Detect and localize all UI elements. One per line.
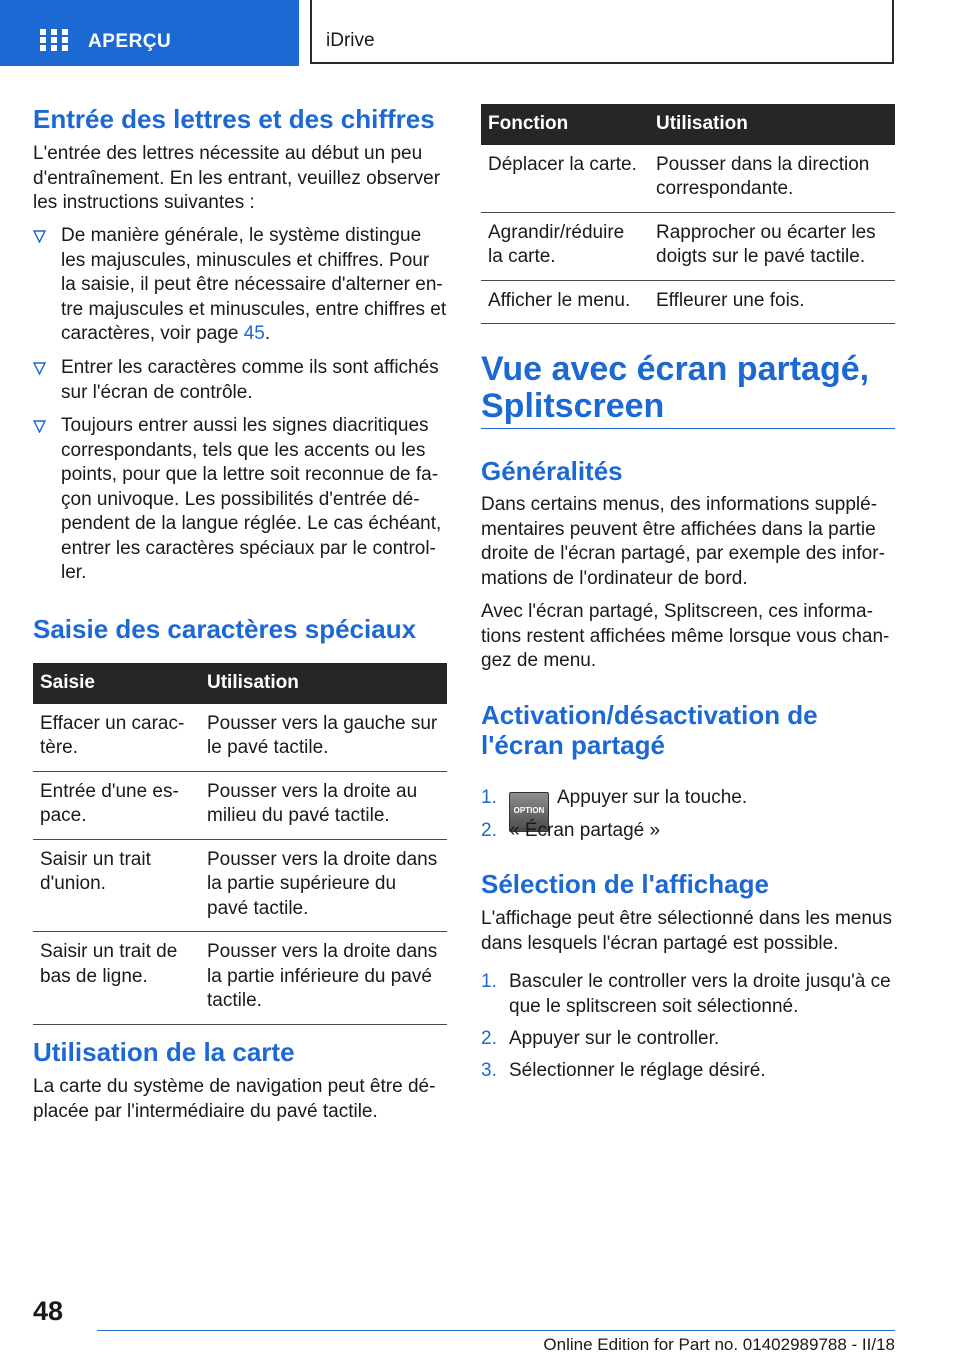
paragraph-general-2: Avec l'écran partagé, Splitscreen, ces informa-tions restent affichées même lorsque vous chan-gez de menu. [481,601,890,671]
table-header: Fonction [481,104,649,145]
bullet-text: Toujours entrer aussi les signes diacritiques correspondants, tels que les accents ou les points, pour que la lettre soit reconnue de fa-çon univoque. Les possibilités d'entrée dé-pendent de la langue réglée. Le cas échéant, entrer les caractères spéciaux par le control-ler. [61,415,442,583]
heading-letters-digits: Entrée des lettres et des chiffres [33,104,435,134]
table-row [481,145,895,213]
footer-divider [97,1330,895,1331]
heading-activation: Activation/désactivation de l'écran partagé [481,700,818,760]
triangle-bullet-icon [33,230,46,243]
step-text: Basculer le controller vers la droite jusqu'à ce que le splitscreen soit sélectionné. [509,971,891,1017]
heading-splitscreen: Vue avec écran partagé, Splitscreen [481,350,870,425]
page-link[interactable]: 45 [243,323,265,344]
heading-selection: Sélection de l'affichage [481,869,769,899]
table-cell: Entrée d'une es-pace. [33,771,200,839]
map-functions-table [481,104,895,324]
table-cell: Pousser vers la gauche sur le pavé tactile. [200,704,447,772]
heading-special-chars: Saisie des caractères spéciaux [33,614,417,644]
page-number: 48 [33,1296,64,1326]
overview-tab[interactable] [0,0,299,66]
step-text: Appuyer sur le controller. [509,1028,720,1049]
edition-note: Online Edition for Part no. 01402989788 - II/18 [543,1335,895,1354]
table-cell: Effleurer une fois. [649,280,895,324]
heading-underline [481,428,895,429]
heading-map-usage: Utilisation de la carte [33,1037,295,1067]
triangle-bullet-icon [33,362,46,375]
table-cell: Rapprocher ou écarter les doigts sur le pavé tactile. [649,212,895,280]
section-header [310,0,894,64]
paragraph-selection: L'affichage peut être sélectionné dans les menus dans lesquels l'écran partagé est possible. [481,908,892,954]
bullet-text-end: . [264,323,271,344]
step-number: 3. [481,1060,497,1081]
table-header: Utilisation [649,104,895,145]
overview-tab-label: APERÇU [88,31,172,52]
table-row [33,839,447,932]
step-number: 2. [481,1028,497,1049]
table-cell: Pousser dans la direction correspondante. [649,145,895,213]
step-text: Sélectionner le réglage désiré. [509,1060,766,1081]
table-cell: Pousser vers la droite au milieu du pavé tactile. [200,771,447,839]
table-header: Utilisation [200,663,447,704]
table-cell: Saisir un trait de bas de ligne. [33,932,200,1025]
table-header: Saisie [33,663,200,704]
table-cell: Saisir un trait d'union. [33,839,200,932]
step-number: 1. [481,971,497,992]
section-title: iDrive [326,30,375,51]
table-row [33,771,447,839]
table-cell: Pousser vers la droite dans la partie inférieure du pavé tactile. [200,932,447,1025]
step-number: 1. [481,787,497,808]
step-text: Appuyer sur la touche. [557,787,748,808]
grid-menu-icon [40,29,68,51]
bullet-text: Entrer les caractères comme ils sont affichés sur l'écran de contrôle. [61,357,439,403]
step-number: 2. [481,820,497,841]
paragraph-letters-intro: L'entrée des lettres nécessite au début un peu d'entraînement. En les entrant, veuillez observer les instructions suivantes : [33,143,441,213]
table-row [33,704,447,772]
special-chars-table [33,663,447,1025]
paragraph-general-1: Dans certains menus, des informations supplé-mentaires peuvent être affichées dans la partie droite de l'écran partagé, par exemple des infor-mations de l'ordinateur de bord. [481,494,885,589]
table-cell: Déplacer la carte. [481,145,649,213]
table-cell: Pousser vers la droite dans la partie supérieure du pavé tactile. [200,839,447,932]
table-cell: Effacer un carac-tère. [33,704,200,772]
step-text: « Écran partagé » [509,820,661,841]
triangle-bullet-icon [33,420,46,433]
table-cell: Afficher le menu. [481,280,649,324]
bullet-text: De manière générale, le système distingue les majuscules, minuscules et chiffres. Pour la saisie, il peut être nécessaire d'alterner en-tre majuscules et minuscules, entre chiffres et caractères, voir page [61,225,447,344]
table-row [33,932,447,1025]
table-cell: Agrandir/réduire la carte. [481,212,649,280]
option-button-icon[interactable]: OPTION [509,792,549,832]
paragraph-map: La carte du système de navigation peut être dé-placée par l'intermédiaire du pavé tactile. [33,1076,436,1122]
heading-general: Généralités [481,456,623,486]
table-row [481,280,895,324]
table-row [481,212,895,280]
